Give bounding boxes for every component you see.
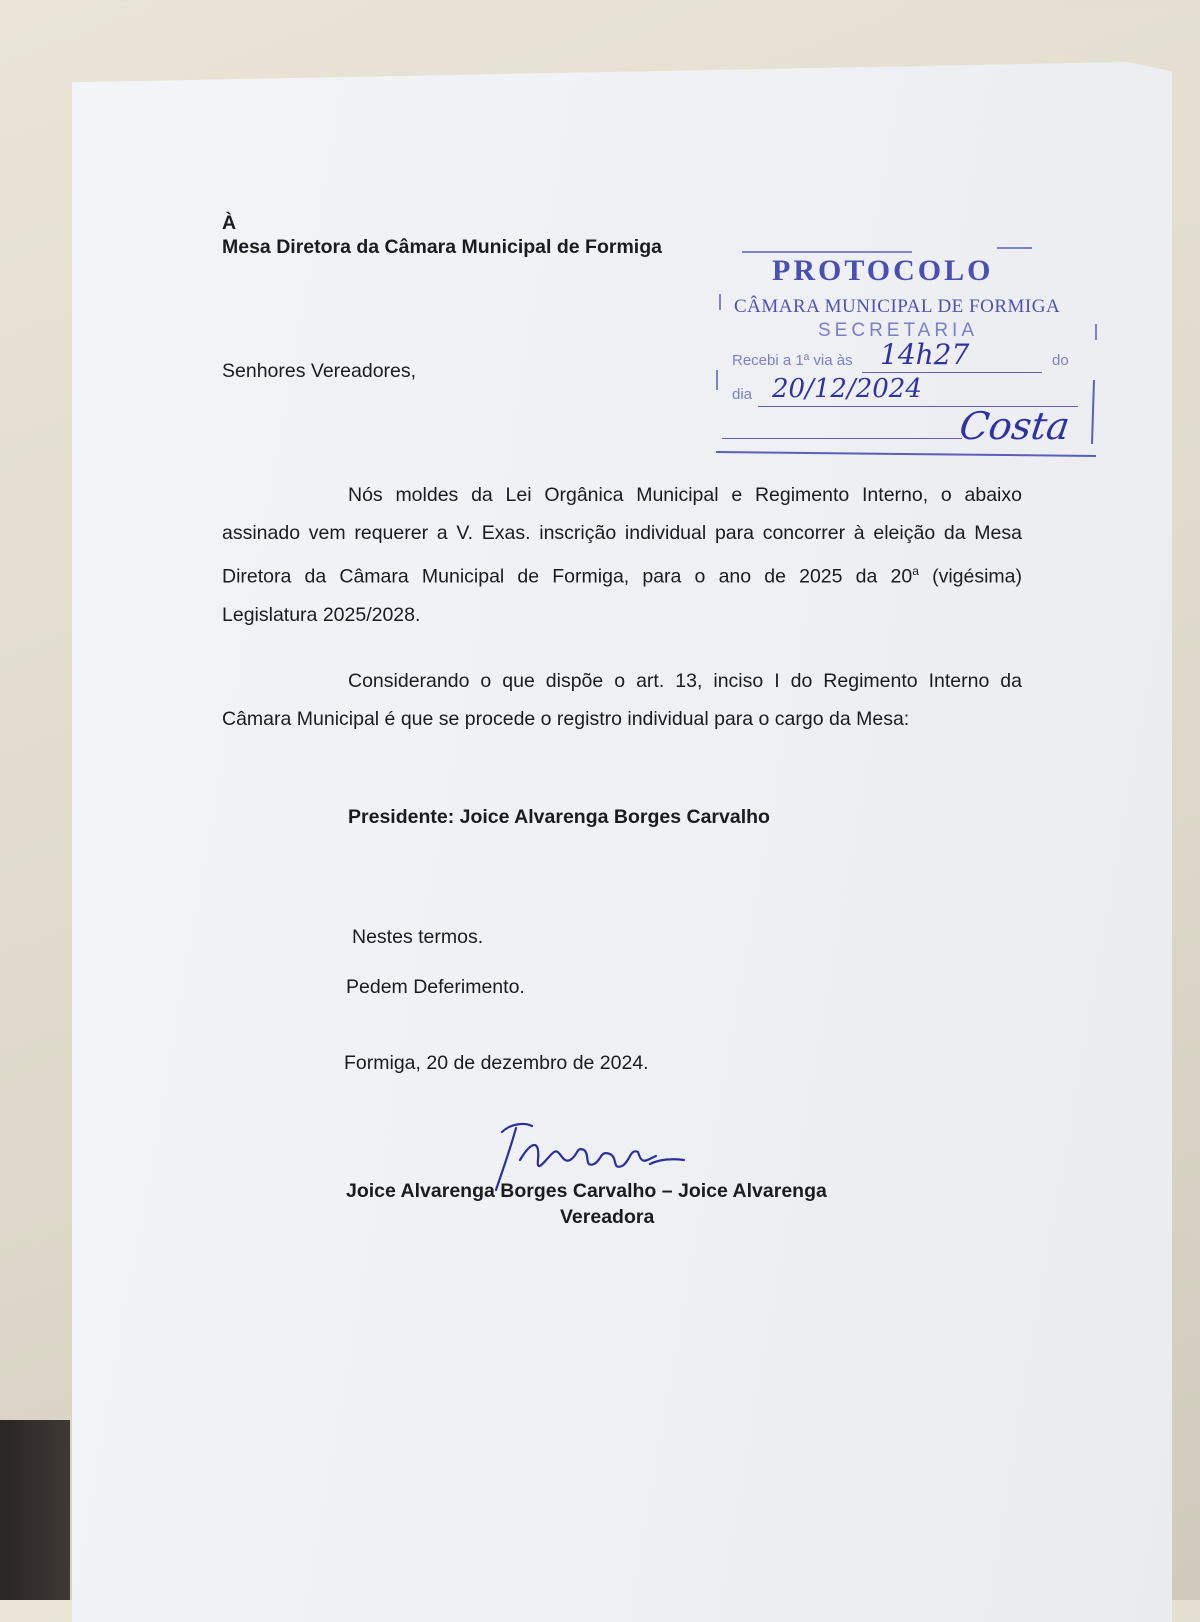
clerk-signature-line [722, 438, 962, 439]
stamp-org: CÂMARA MUNICIPAL DE FORMIGA [734, 296, 1061, 317]
place-date: Formiga, 20 de dezembro de 2024. [344, 1052, 649, 1074]
do-label: do [1052, 352, 1069, 369]
protocol-stamp [712, 240, 1102, 462]
clerk-signature: Costa [956, 404, 1073, 448]
stamp-dept: SECRETARIA [818, 320, 979, 341]
paragraph-2 [222, 662, 1022, 738]
background-corner [0, 1420, 70, 1600]
addressee: Mesa Diretora da Câmara Municipal de Formiga [222, 236, 662, 258]
paragraph-1 [222, 476, 1022, 634]
received-time: 14h27 [880, 338, 970, 371]
ordinal-marker: a [912, 564, 919, 578]
addressee-prefix: À [222, 212, 237, 234]
signer-role: Vereadora [560, 1206, 655, 1228]
president-line: Presidente: Joice Alvarenga Borges Carvalho [348, 806, 770, 828]
received-date: 20/12/2024 [772, 374, 922, 404]
closing-request: Pedem Deferimento. [346, 976, 525, 998]
signer-line: Joice Alvarenga Borges Carvalho – Joice Alvarenga [346, 1180, 827, 1202]
date-label: dia [732, 386, 753, 403]
paragraph-1-end: (vigésima) Legislatura 2025/2028. [222, 565, 1022, 626]
stamp-title: PROTOCOLO [772, 254, 994, 287]
paragraph-2-text: Considerando o que dispõe o art. 13, inciso I do Regimento Interno da Câmara Municipal é que se procede o registro individual para o cargo da Mesa: [222, 670, 1022, 730]
received-time-line [862, 372, 1042, 373]
salutation: Senhores Vereadores, [222, 360, 417, 382]
paragraph-1-text: Nós moldes da Lei Orgânica Municipal e Regimento Interno, o abaixo assinado vem requerer a V. Exas. inscrição individual para concorrer à eleição da Mesa Diretora da Câmara Municipal de Formiga, para o ano de 2025 da 20 [222, 484, 1022, 588]
received-label: Recebi a 1ª via às [732, 352, 853, 369]
closing-terms: Nestes termos. [352, 926, 484, 948]
